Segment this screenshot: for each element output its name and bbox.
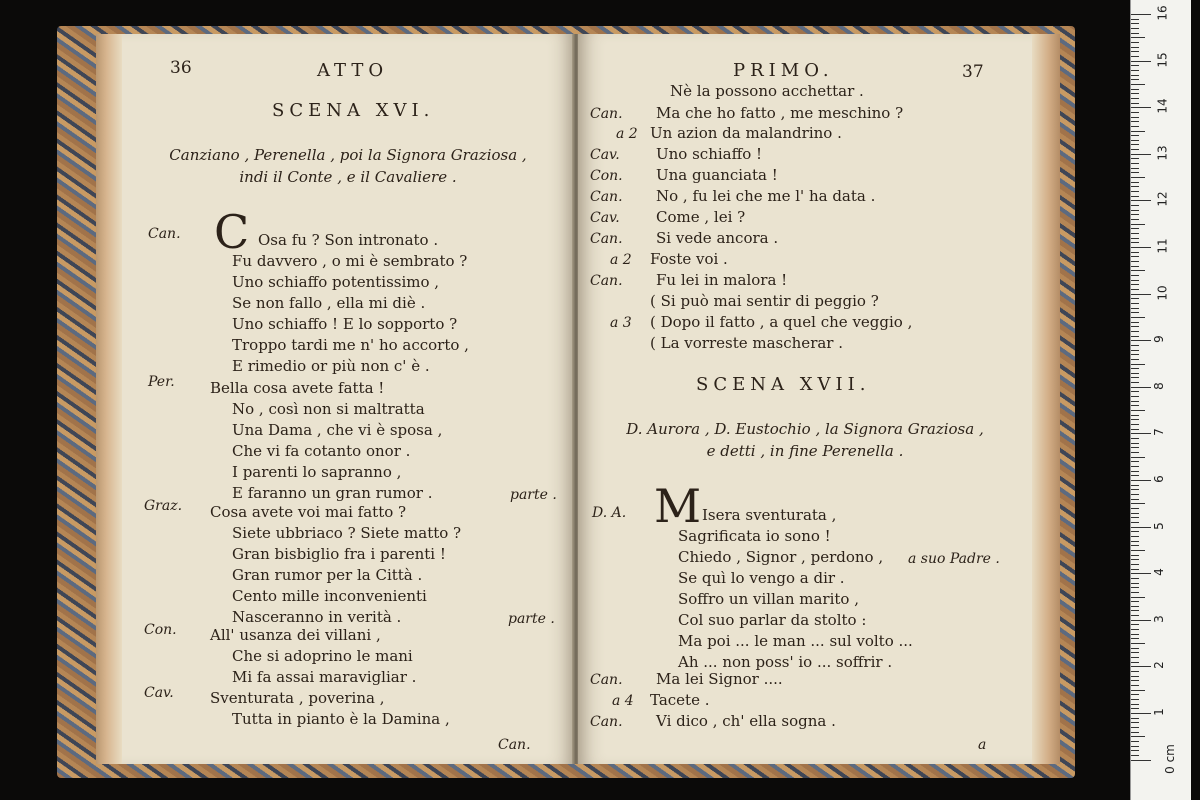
ruler-tick	[1131, 708, 1139, 709]
speaker-label: a 4	[612, 693, 634, 709]
ruler-tick	[1131, 643, 1145, 644]
ruler-tick	[1131, 699, 1139, 700]
ruler-tick	[1131, 391, 1139, 392]
cast-line: D. Aurora , D. Eustochio , la Signora Graziosa ,	[626, 420, 984, 438]
verse-line: E faranno un gran rumor .	[232, 484, 433, 502]
speaker-label: Can.	[590, 672, 623, 688]
ruler-number: 0 cm	[1162, 743, 1177, 774]
ruler-tick	[1131, 14, 1151, 15]
ruler-tick	[1131, 564, 1139, 565]
verse-line: Una Dama , che vi è sposa ,	[232, 421, 443, 439]
ruler-tick	[1131, 494, 1139, 495]
ruler-tick	[1131, 503, 1145, 504]
ruler-tick	[1131, 308, 1139, 309]
ruler-tick	[1131, 680, 1139, 681]
verse-line: Che si adoprino le mani	[232, 647, 413, 665]
verse-line: Gran bisbiglio fra i parenti !	[232, 545, 446, 563]
ruler-tick	[1131, 746, 1139, 747]
speaker-label: Con.	[590, 168, 623, 184]
verse-line: Cosa avete voi mai fatto ?	[210, 503, 407, 521]
ruler-tick	[1131, 443, 1139, 444]
ruler-tick	[1131, 261, 1139, 262]
ruler-tick	[1131, 382, 1139, 383]
running-head: PRIMO.	[733, 60, 834, 81]
ruler-tick	[1131, 336, 1139, 337]
ruler-tick	[1131, 98, 1139, 99]
ruler-tick	[1131, 233, 1139, 234]
ruler-tick	[1131, 531, 1139, 532]
ruler-tick	[1131, 224, 1145, 225]
speaker-label: Graz.	[144, 498, 183, 514]
cast-list	[578, 418, 1032, 462]
ruler-tick	[1131, 303, 1139, 304]
verse-line: Bella cosa avete fatta !	[210, 379, 385, 397]
ruler-tick	[1131, 238, 1139, 239]
ruler-tick	[1131, 51, 1139, 52]
ruler-tick	[1131, 652, 1139, 653]
verse-line: Ma lei Signor ....	[656, 670, 783, 688]
ruler-tick	[1131, 350, 1139, 351]
ruler-tick	[1131, 755, 1139, 756]
ruler-number: 11	[1155, 238, 1170, 254]
scene-title: SCENA XVI.	[272, 100, 435, 121]
verse-line: No , così non si maltratta	[232, 400, 425, 418]
ruler-tick	[1131, 405, 1139, 406]
catchword: Can.	[498, 737, 531, 753]
ruler-tick	[1131, 158, 1139, 159]
ruler-number: 6	[1151, 475, 1166, 483]
ruler-tick	[1131, 252, 1139, 253]
ruler-tick	[1131, 345, 1139, 346]
page-number: 37	[962, 62, 984, 82]
ruler-tick	[1131, 415, 1139, 416]
ruler-tick	[1131, 559, 1139, 560]
ruler-tick	[1131, 741, 1139, 742]
ruler-tick	[1131, 354, 1139, 355]
ruler-tick	[1131, 508, 1139, 509]
verse-line: Una guanciata !	[656, 166, 778, 184]
verse-line: Che vi fa cotanto onor .	[232, 442, 411, 460]
speaker-label: Cav.	[590, 210, 620, 226]
verse-line: Sagrificata io sono !	[678, 527, 831, 545]
ruler-tick	[1131, 28, 1139, 29]
ruler-tick	[1131, 210, 1139, 211]
ruler-tick	[1131, 555, 1139, 556]
ruler-tick	[1131, 573, 1151, 574]
ruler-tick	[1131, 75, 1139, 76]
ruler-tick	[1131, 219, 1139, 220]
speaker-label: Can.	[590, 231, 623, 247]
cast-line: Canziano , Perenella , poi la Signora Graziosa ,	[169, 146, 527, 164]
ruler-tick	[1131, 322, 1139, 323]
ruler-tick	[1131, 312, 1139, 313]
ruler-tick	[1131, 294, 1151, 295]
ruler-tick	[1131, 149, 1139, 150]
verse-line: No , fu lei che me l' ha data .	[656, 187, 876, 205]
ruler-tick	[1131, 56, 1139, 57]
ruler-tick	[1131, 247, 1151, 248]
ruler-tick	[1131, 638, 1139, 639]
speaker-label: Can.	[590, 106, 623, 122]
verse-line: Fu lei in malora !	[656, 271, 788, 289]
ruler-tick	[1131, 685, 1139, 686]
speaker-label: a 2	[610, 252, 632, 268]
verse-line: Fu davvero , o mi è sembrato ?	[232, 252, 468, 270]
drop-cap: M	[654, 479, 702, 533]
ruler-tick	[1131, 471, 1139, 472]
ruler-tick	[1131, 177, 1145, 178]
ruler-tick	[1131, 624, 1139, 625]
ruler-tick	[1131, 168, 1139, 169]
verse-line: Foste voi .	[650, 250, 728, 268]
verse-line: Si vede ancora .	[656, 229, 779, 247]
ruler-tick	[1131, 457, 1145, 458]
verse-line: Nasceranno in verità .	[232, 608, 402, 626]
ruler-tick	[1131, 750, 1139, 751]
measurement-ruler	[1130, 0, 1191, 800]
ruler-tick	[1131, 601, 1139, 602]
ruler-tick	[1131, 587, 1139, 588]
ruler-tick	[1131, 727, 1139, 728]
ruler-tick	[1131, 433, 1151, 434]
ruler-tick	[1131, 499, 1139, 500]
ruler-tick	[1131, 475, 1139, 476]
ruler-tick	[1131, 200, 1151, 201]
ruler-tick	[1131, 550, 1145, 551]
verse-line: Se non fallo , ella mi diè .	[232, 294, 426, 312]
verse-line: Nè la possono acchettar .	[670, 82, 864, 100]
stage-direction: parte .	[508, 611, 555, 627]
speaker-label: Con.	[144, 622, 177, 638]
ruler-tick	[1131, 182, 1139, 183]
ruler-tick	[1131, 19, 1139, 20]
ruler-tick	[1131, 256, 1139, 257]
verse-line: Uno schiaffo potentissimo ,	[232, 273, 440, 291]
verse-line: Gran rumor per la Città .	[232, 566, 423, 584]
ruler-tick	[1131, 154, 1151, 155]
ruler-tick	[1131, 70, 1139, 71]
ruler-tick	[1131, 377, 1139, 378]
ruler-tick	[1131, 396, 1139, 397]
ruler-tick	[1131, 447, 1139, 448]
verse-line: ( Dopo il fatto , a quel che veggio ,	[650, 313, 913, 331]
ruler-tick	[1131, 121, 1139, 122]
ruler-tick	[1131, 191, 1139, 192]
ruler-tick	[1131, 368, 1139, 369]
ruler-number: 10	[1155, 284, 1170, 301]
ruler-tick	[1131, 131, 1145, 132]
ruler-number: 5	[1151, 521, 1166, 530]
verse-line: Osa fu ? Son intronato .	[258, 231, 439, 249]
verse-line: Mi fa assai maravigliar .	[232, 668, 417, 686]
verse-line: Cento mille inconvenienti	[232, 587, 427, 605]
ruler-tick	[1131, 419, 1139, 420]
ruler-tick	[1131, 163, 1139, 164]
ruler-tick	[1131, 144, 1139, 145]
verse-line: Uno schiaffo ! E lo sopporto ?	[232, 315, 458, 333]
ruler-tick	[1131, 615, 1139, 616]
ruler-tick	[1131, 578, 1139, 579]
ruler-tick	[1131, 242, 1139, 243]
ruler-tick	[1131, 280, 1139, 281]
ruler-tick	[1131, 662, 1139, 663]
ruler-tick	[1131, 704, 1139, 705]
ruler-tick	[1131, 117, 1139, 118]
ruler-tick	[1131, 214, 1139, 215]
cast-line: e detti , in fine Perenella .	[706, 442, 904, 460]
ruler-tick	[1131, 480, 1151, 481]
ruler-tick	[1131, 536, 1139, 537]
verse-line: All' usanza dei villani ,	[210, 626, 381, 644]
ruler-number: 7	[1151, 428, 1166, 437]
ruler-tick	[1131, 629, 1139, 630]
ruler-number: 16	[1155, 5, 1170, 21]
ruler-tick	[1131, 713, 1151, 714]
ruler-tick	[1131, 634, 1139, 635]
ruler-tick	[1131, 65, 1139, 66]
drop-cap: C	[214, 205, 250, 259]
ruler-tick	[1131, 37, 1145, 38]
verse-line: Soffro un villan marito ,	[678, 590, 859, 608]
ruler-tick	[1131, 513, 1139, 514]
ruler-tick	[1131, 736, 1145, 737]
ruler-tick	[1131, 33, 1139, 34]
ruler-tick	[1131, 545, 1139, 546]
ruler-tick	[1131, 466, 1139, 467]
left-page-edges	[96, 34, 122, 764]
verse-line: ( La vorreste mascherar .	[650, 334, 844, 352]
ruler-tick	[1131, 47, 1139, 48]
ruler-tick	[1131, 387, 1151, 388]
speaker-label: Can.	[148, 226, 181, 242]
left-page	[122, 34, 574, 764]
verse-line: Isera sventurata ,	[702, 506, 837, 524]
speaker-label: Per.	[148, 374, 175, 390]
ruler-tick	[1131, 373, 1139, 374]
ruler-tick	[1131, 23, 1139, 24]
ruler-tick	[1131, 620, 1151, 621]
verse-line: Come , lei ?	[656, 208, 746, 226]
verse-line: Col suo parlar da stolto :	[678, 611, 867, 629]
ruler-tick	[1131, 331, 1139, 332]
ruler-tick	[1131, 424, 1139, 425]
right-page	[578, 34, 1032, 764]
page-number: 36	[170, 58, 192, 78]
ruler-tick	[1131, 438, 1139, 439]
ruler-tick	[1131, 79, 1139, 80]
ruler-tick	[1131, 606, 1139, 607]
ruler-tick	[1131, 666, 1151, 667]
ruler-tick	[1131, 93, 1139, 94]
verse-line: Tacete .	[650, 691, 710, 709]
ruler-tick	[1131, 648, 1139, 649]
ruler-tick	[1131, 452, 1139, 453]
ruler-tick	[1131, 401, 1139, 402]
speaker-label: Can.	[590, 189, 623, 205]
ruler-tick	[1131, 722, 1139, 723]
cast-list	[122, 144, 574, 188]
ruler-tick	[1131, 228, 1139, 229]
speaker-label: Can.	[590, 273, 623, 289]
speaker-label: Cav.	[144, 685, 174, 701]
speaker-label: Can.	[590, 714, 623, 730]
verse-line: Se quì lo vengo a dir .	[678, 569, 845, 587]
ruler-tick	[1131, 485, 1139, 486]
ruler-tick	[1131, 140, 1139, 141]
ruler-tick	[1131, 61, 1151, 62]
verse-line: Troppo tardi me n' ho accorto ,	[232, 336, 469, 354]
ruler-tick	[1131, 522, 1139, 523]
ruler-tick	[1131, 317, 1145, 318]
ruler-number: 13	[1155, 145, 1170, 161]
ruler-tick	[1131, 186, 1139, 187]
verse-line: Sventurata , poverina ,	[210, 689, 385, 707]
ruler-tick	[1131, 84, 1145, 85]
right-page-edges	[1032, 34, 1060, 764]
verse-line: Un azion da malandrino .	[650, 124, 842, 142]
ruler-tick	[1131, 135, 1139, 136]
ruler-tick	[1131, 284, 1139, 285]
ruler-tick	[1131, 103, 1139, 104]
verse-line: Siete ubbriaco ? Siete matto ?	[232, 524, 462, 542]
ruler-tick	[1131, 107, 1151, 108]
ruler-tick	[1131, 583, 1139, 584]
ruler-number: 3	[1151, 614, 1166, 623]
ruler-number: 4	[1151, 568, 1166, 577]
ruler-tick	[1131, 266, 1139, 267]
verse-line: Ma poi ... le man ... sul volto ...	[678, 632, 913, 650]
ruler-tick	[1131, 172, 1139, 173]
verse-line: Uno schiaffo !	[656, 145, 763, 163]
ruler-tick	[1131, 517, 1139, 518]
verse-line: Ma che ho fatto , me meschino ?	[656, 104, 904, 122]
ruler-tick	[1131, 541, 1139, 542]
ruler-tick	[1131, 89, 1139, 90]
ruler-tick	[1131, 676, 1139, 677]
ruler-tick	[1131, 690, 1145, 691]
verse-line: Tutta in pianto è la Damina ,	[232, 710, 450, 728]
ruler-tick	[1131, 298, 1139, 299]
signature-mark: a	[978, 737, 987, 753]
verse-line: E rimedio or più non c' è .	[232, 357, 430, 375]
ruler-tick	[1131, 126, 1139, 127]
ruler-tick	[1131, 359, 1139, 360]
ruler-number: 12	[1155, 191, 1170, 208]
ruler-number: 2	[1151, 661, 1166, 670]
ruler-tick	[1131, 270, 1145, 271]
stage-direction: a suo Padre .	[908, 551, 1000, 567]
cast-line: indi il Conte , e il Cavaliere .	[239, 168, 457, 186]
ruler-tick	[1131, 657, 1139, 658]
running-head: ATTO	[317, 60, 389, 81]
ruler-number: 1	[1151, 708, 1166, 716]
ruler-tick	[1131, 610, 1139, 611]
ruler-tick	[1131, 694, 1139, 695]
ruler-tick	[1131, 732, 1139, 733]
verse-line: Ah ... non poss' io ... soffrir .	[678, 653, 893, 671]
ruler-tick	[1131, 569, 1139, 570]
ruler-tick	[1131, 42, 1139, 43]
ruler-tick	[1131, 326, 1139, 327]
speaker-label: a 3	[610, 315, 632, 331]
ruler-tick	[1131, 461, 1139, 462]
ruler-tick	[1131, 340, 1151, 341]
ruler-number: 9	[1151, 335, 1166, 344]
speaker-label: Cav.	[590, 147, 620, 163]
ruler-tick	[1131, 597, 1145, 598]
ruler-tick	[1131, 592, 1139, 593]
ruler-tick	[1131, 527, 1151, 528]
speaker-label: a 2	[616, 126, 638, 142]
ruler-tick	[1131, 205, 1139, 206]
ruler-tick	[1131, 410, 1145, 411]
ruler-tick	[1131, 112, 1139, 113]
ruler-tick	[1131, 489, 1139, 490]
ruler-tick	[1131, 429, 1139, 430]
ruler-tick	[1131, 718, 1139, 719]
ruler-number: 14	[1155, 98, 1170, 114]
ruler-number: 8	[1151, 381, 1166, 390]
scene-title: SCENA XVII.	[696, 374, 871, 395]
ruler-number: 15	[1155, 51, 1170, 68]
ruler-tick	[1131, 671, 1139, 672]
stage-direction: parte .	[510, 487, 557, 503]
verse-line: I parenti lo sapranno ,	[232, 463, 402, 481]
ruler-tick	[1131, 760, 1151, 761]
ruler-tick	[1131, 289, 1139, 290]
verse-line: ( Si può mai sentir di peggio ?	[650, 292, 879, 310]
verse-line: Chiedo , Signor , perdono ,	[678, 548, 884, 566]
ruler-tick	[1131, 196, 1139, 197]
ruler-tick	[1131, 275, 1139, 276]
speaker-label: D. A.	[592, 505, 627, 521]
ruler-tick	[1131, 364, 1145, 365]
verse-line: Vi dico , ch' ella sogna .	[656, 712, 836, 730]
